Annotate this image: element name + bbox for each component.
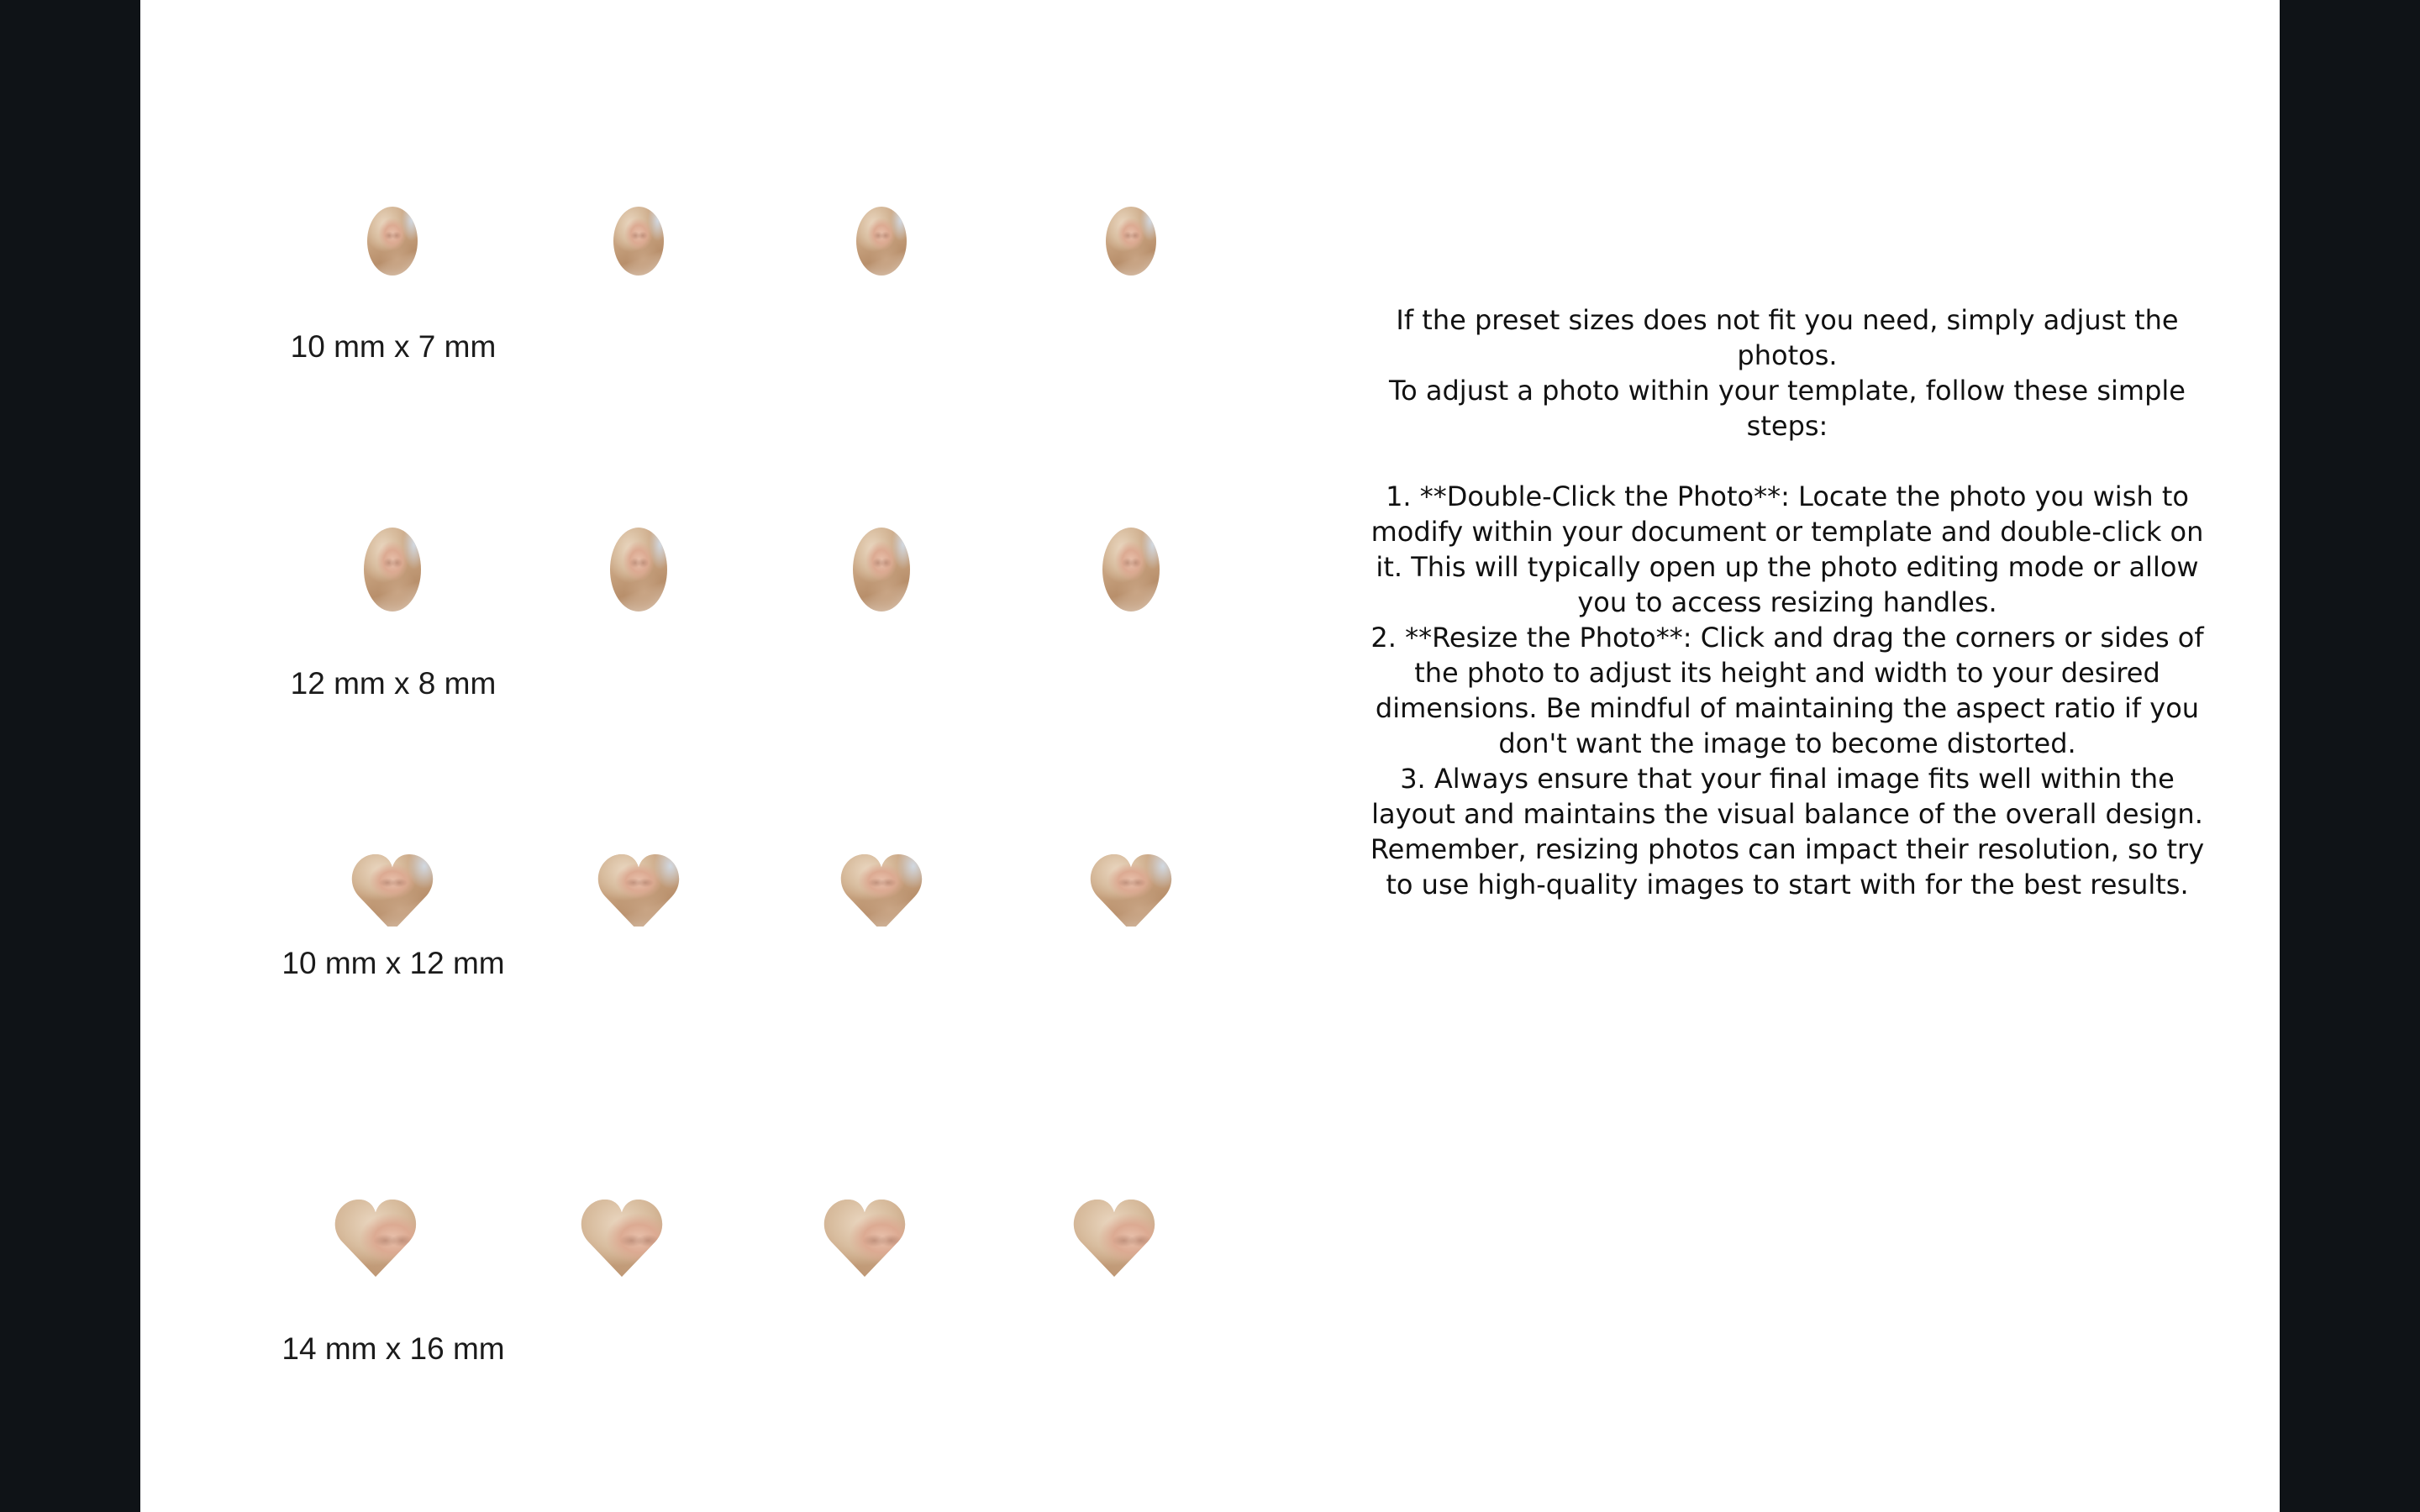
oval-photo[interactable]: [613, 207, 664, 276]
heart-photo[interactable]: [334, 1196, 451, 1302]
step-text: **Double-Click the Photo**: Locate the photo you wish to modify within your document or template and double-click on it. This will typically open up the photo editing mode or allow you to access resizing handles.: [1370, 480, 2204, 618]
size-label: 14 mm x 16 mm: [281, 1331, 505, 1366]
intro-line-1: If the preset sizes does not fit you need, simply adjust the photos.: [1396, 304, 2179, 371]
oval-photo[interactable]: [367, 207, 418, 276]
step-item: [1359, 479, 2216, 620]
step-number: 1.: [1386, 480, 1412, 512]
size-label: 10 mm x 7 mm: [290, 329, 497, 364]
heart-photo[interactable]: [597, 851, 681, 927]
heart-photo[interactable]: [580, 1196, 697, 1302]
step-item: [1359, 620, 2216, 761]
resize-instructions: [1359, 302, 2216, 902]
heart-photo[interactable]: [839, 851, 923, 927]
step-number: 2.: [1370, 622, 1397, 654]
step-text: Always ensure that your final image fits well within the layout and maintains the visual balance of the overall design. Remember, resizing photos can impact their resolution, so try to use high-quality images to start with for the best results.: [1370, 763, 2205, 900]
steps-list: [1359, 479, 2216, 902]
intro-line-2: To adjust a photo within your template, follow these simple steps:: [1389, 375, 2186, 442]
step-item: [1359, 761, 2216, 902]
oval-photo[interactable]: [1106, 207, 1156, 276]
oval-photo[interactable]: [610, 528, 667, 612]
step-text: **Resize the Photo**: Click and drag the corners or sides of the photo to adjust its height and width to your desired dimensions. Be mindful of maintaining the aspect ratio if you don't want the image to become distorted.: [1375, 622, 2204, 759]
heart-photo[interactable]: [350, 851, 434, 927]
template-page: [140, 0, 2280, 1512]
size-label: 12 mm x 8 mm: [290, 666, 497, 701]
heart-photo[interactable]: [1089, 851, 1173, 927]
oval-photo[interactable]: [364, 528, 421, 612]
heart-photo[interactable]: [1072, 1196, 1190, 1302]
spacer: [1359, 444, 2216, 479]
size-label: 10 mm x 12 mm: [281, 946, 505, 980]
step-number: 3.: [1400, 763, 1426, 795]
heart-photo[interactable]: [823, 1196, 940, 1302]
oval-photo[interactable]: [1102, 528, 1160, 612]
oval-photo[interactable]: [853, 528, 910, 612]
oval-photo[interactable]: [856, 207, 907, 276]
